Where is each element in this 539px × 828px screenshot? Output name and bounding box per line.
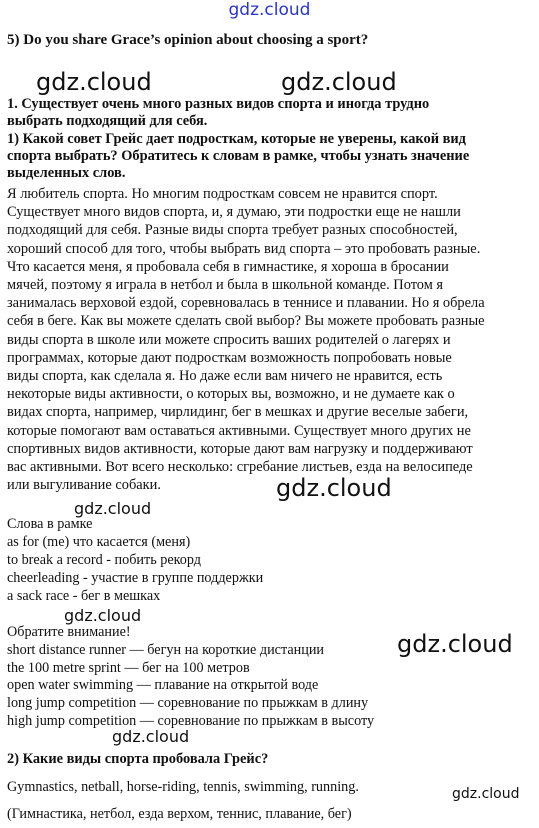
- attention-list: [7, 624, 374, 731]
- paragraph-line: занималась верховой ездой, соревновалась в теннисе и плавании. Но я обрела: [7, 295, 485, 312]
- heading-line: 1) Какой совет Грейс дает подросткам, которые не уверены, какой вид: [7, 130, 466, 147]
- attention-item: short distance runner — бегун на короткие дистанции: [7, 641, 325, 658]
- answer-english: Gymnastics, netball, horse-riding, tennis, swimming, running.: [7, 779, 359, 795]
- answer-russian: (Гимнастика, нетбол, езда верхом, теннис, плавание, бег): [7, 806, 352, 822]
- watermark-right-mid: gdz.cloud: [397, 630, 513, 658]
- paragraph-line: хороший способ для того, чтобы выбрать вид спорта – это пробовать разные.: [7, 240, 481, 257]
- paragraph-line: программах, которые дают подросткам возможность попробовать новые: [7, 349, 452, 366]
- watermark-bottom-right: gdz.cloud: [452, 786, 520, 802]
- vocab-item: as for (me) что касается (меня): [7, 534, 191, 550]
- words-box-title: Слова в рамке: [7, 516, 93, 532]
- watermark-high-jump: gdz.cloud: [112, 727, 190, 746]
- attention-item: open water swimming — плавание на открытой воде: [7, 677, 319, 694]
- vocab-item: a sack race - бег в мешках: [7, 588, 161, 604]
- paragraph-line: или выгуливание собаки.: [7, 477, 161, 494]
- attention-item: high jump competition — соревнование по прыжкам в высоту: [7, 712, 375, 729]
- watermark-top: gdz.cloud: [228, 0, 311, 20]
- attention-item: long jump competition — соревнование по прыжкам в длину: [7, 695, 369, 712]
- watermark-attention: gdz.cloud: [64, 606, 142, 625]
- question-5: 5) Do you share Grace’s opinion about choosing a sport?: [7, 32, 369, 48]
- paragraph-line: виды спорта, как сделала я. Но даже если вам ничего не нравится, есть: [7, 368, 443, 385]
- paragraph-line: спортивных видов активности, которые дают вам нагрузку и поддерживают: [7, 440, 473, 457]
- paragraph-line: подходящий для себя. Разные виды спорта требует разных способностей,: [7, 222, 458, 239]
- vocab-item: cheerleading - участие в группе поддержки: [7, 570, 264, 586]
- paragraph-line: виды спорта в школе или можете спросить ваших родителей о лагерях и: [7, 331, 451, 348]
- paragraph-line: Существует много видов спорта, и, я думаю, эти подростки еще не нашли: [7, 204, 461, 221]
- paragraph-line: Я любитель спорта. Но многим подросткам совсем не нравится спорт.: [7, 186, 438, 202]
- heading-line: выделенных слов.: [7, 165, 126, 182]
- heading-line: 1. Существует очень много разных видов спорта и иногда трудно: [7, 96, 430, 112]
- paragraph-line: которые помогают вам оставаться активными. Существует много других не: [7, 422, 471, 439]
- heading-line: выбрать подходящий для себя.: [7, 113, 208, 130]
- question-2: 2) Какие виды спорта пробовала Грейс?: [7, 751, 269, 767]
- watermark-words-box: gdz.cloud: [74, 499, 152, 518]
- translation-paragraph: [7, 185, 485, 494]
- watermark-center: gdz.cloud: [276, 474, 392, 502]
- watermark-right: gdz.cloud: [281, 68, 397, 96]
- words-box: [7, 515, 263, 605]
- paragraph-line: некоторые виды активности, о которых вы, возможно, и не думаете как о: [7, 386, 455, 403]
- paragraph-line: видах спорта, например, чирлидинг, бег в мешках и другие веселые забеги,: [7, 404, 469, 421]
- heading-line: спорта выбрать? Обратитесь к словам в рамке, чтобы узнать значение: [7, 147, 470, 164]
- watermark-left: gdz.cloud: [36, 68, 152, 96]
- paragraph-line: вас активными. Вот всего несколько: сгребание листьев, езда на велосипеде: [7, 459, 473, 476]
- paragraph-line: себя в беге. Как вы можете сделать свой выбор? Вы можете пробовать разные: [7, 313, 485, 330]
- paragraph-line: мячей, поэтому я играла в нетбол и была в школьной команде. Потом я: [7, 277, 444, 294]
- attention-title: Обратите внимание!: [7, 624, 131, 640]
- task-heading: [7, 96, 469, 182]
- attention-item: the 100 metre sprint — бег на 100 метров: [7, 659, 250, 676]
- paragraph-line: Что касается меня, я пробовала себя в гимнастике, я хороша в бросании: [7, 258, 449, 275]
- vocab-item: to break a record - побить рекорд: [7, 552, 202, 568]
